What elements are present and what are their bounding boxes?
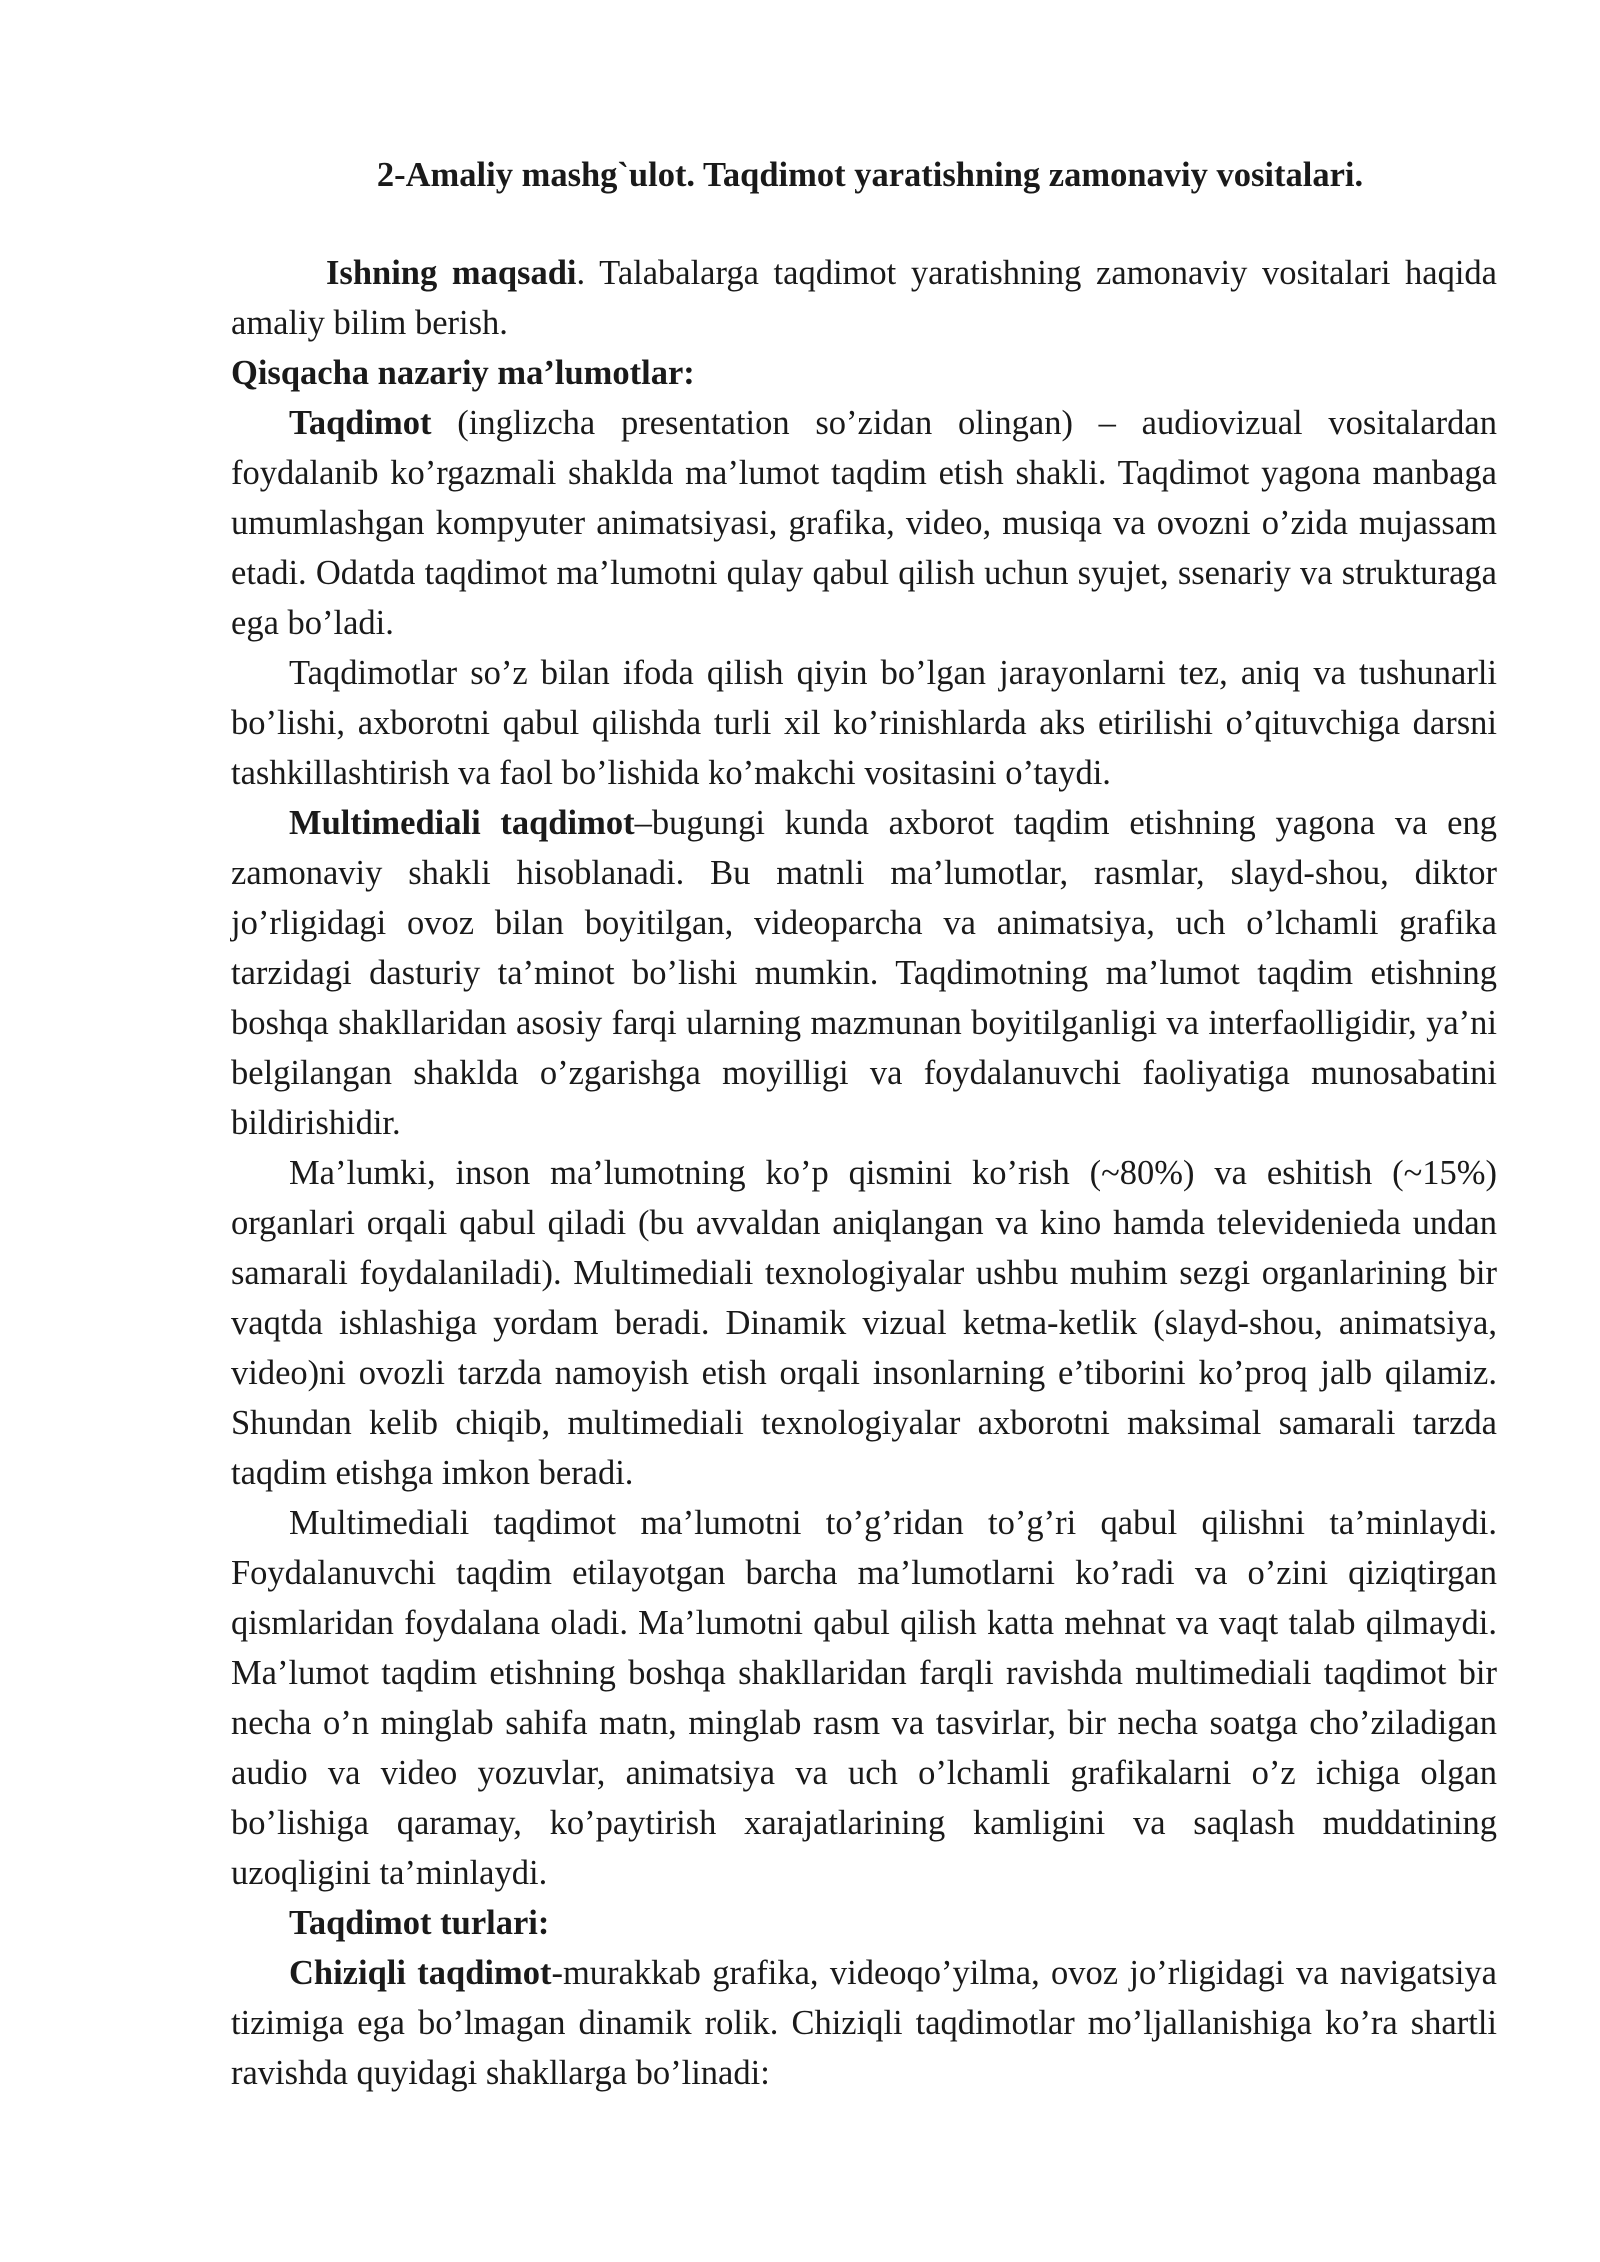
paragraph-text: –bugungi kunda axborot taqdim etishning yagona va eng zamonaviy shakli hisoblanadi. Bu matnli ma’lumotlar, rasmlar, slayd-shou, diktor jo’rligidagi ovoz bilan boyitilgan, videoparcha va animatsiya, uch o’lchamli grafika tarzidagi dasturiy ta’minot bo’lishi mumkin. Taqdimotning ma’lumot taqdim etishning boshqa shakllaridan asosiy farqi ularning mazmunan boyitilganligi va interfaolligidir, ya’ni belgilangan shaklda o’zgarishga moyilligi va foydalanuvchi faoliyatiga munosabatini bildirishidir. — [231, 804, 1497, 1142]
term-taqdimot: Taqdimot — [289, 404, 432, 442]
paragraph-malumki: Ma’lumki, inson ma’lumotning ko’p qismini ko’rish (~80%) va eshitish (~15%) organlari orqali qabul qiladi (bu avvaldan aniqlangan va kino hamda televidenieda undan samarali foydalaniladi). Multimediali texnologiyalar ushbu muhim sezgi organlarining bir vaqtda ishlashiga yordam beradi. Dinamik vizual ketma-ketlik (slayd-shou, animatsiya, video)ni ovozli tarzda namoyish etish orqali insonlarning e’tiborini ko’proq jalb qilamiz. Shundan kelib chiqib, multimediali texnologiyalar axborotni maksimal samarali tarzda taqdim etishga imkon beradi. — [231, 1154, 1497, 1492]
types-heading: Taqdimot turlari: — [289, 1904, 550, 1942]
paragraph-taqdimotlar: Taqdimotlar so’z bilan ifoda qilish qiyin bo’lgan jarayonlarni tez, aniq va tushunarli bo’lishi, axborotni qabul qilishda turli xil ko’rinishlarda aks etirilishi o’qituvchiga darsni tashkillashtirish va faol bo’lishida ko’makchi vositasini o’taydi. — [231, 654, 1497, 792]
goal-label: Ishning maqsadi — [326, 254, 577, 292]
goal-text: . Talabalarga taqdimot yaratishning zamonaviy vositalari haqida amaliy bilim berish. — [231, 254, 1497, 342]
paragraph-multimediali-taqdimot: Multimediali taqdimot ma’lumotni to’g’ridan to’g’ri qabul qilishni ta’minlaydi. Foydalanuvchi taqdim etilayotgan barcha ma’lumotlarni ko’radi va o’zini qiziqtirgan qismlaridan foydalana oladi. Ma’lumotni qabul qilish katta mehnat va vaqt talab qilmaydi. Ma’lumot taqdim etishning boshqa shakllaridan farqli ravishda multimediali taqdimot bir necha o’n minglab sahifa matn, minglab rasm va tasvirlar, bir necha soatga cho’ziladigan audio va video yozuvlar, animatsiya va uch o’lchamli grafikalarni o’z ichiga olgan bo’lishiga qaramay, ko’paytirish xarajatlarining kamligini va saqlash muddatining uzoqligini ta’minlaydi. — [231, 1504, 1497, 1892]
theory-heading: Qisqacha nazariy ma’lumotlar: — [231, 354, 695, 392]
goal-paragraph — [231, 248, 1497, 348]
paragraph-taqdimot — [231, 398, 1497, 648]
paragraph-multimediali — [231, 798, 1497, 1148]
paragraph-chiziqli — [231, 1948, 1497, 2098]
term-chiziqli-taqdimot: Chiziqli taqdimot — [289, 1954, 552, 1992]
term-multimediali-taqdimot: Multimediali taqdimot — [289, 804, 635, 842]
document-page — [231, 150, 1497, 2098]
paragraph-text: -murakkab grafika, videoqo’yilma, ovoz jo’rligidagi va navigatsiya tizimiga ega bo’lmagan dinamik rolik. Chiziqli taqdimotlar mo’ljallanishiga ko’ra shartli ravishda quyidagi shakllarga bo’linadi: — [231, 1954, 1497, 2092]
page-title: 2-Amaliy mashg`ulot. Taqdimot yaratishning zamonaviy vositalari. — [376, 156, 1364, 194]
paragraph-text: (inglizcha presentation so’zidan olingan) – audiovizual vositalardan foydalanib ko’rgazmali shaklda ma’lumot taqdim etish shakli. Taqdimot yagona manbaga umumlashgan kompyuter animatsiyasi, grafika, video, musiqa va ovozni o’zida mujassam etadi. Odatda taqdimot ma’lumotni qulay qabul qilish uchun syujet, ssenariy va strukturaga ega bo’ladi. — [231, 404, 1497, 642]
